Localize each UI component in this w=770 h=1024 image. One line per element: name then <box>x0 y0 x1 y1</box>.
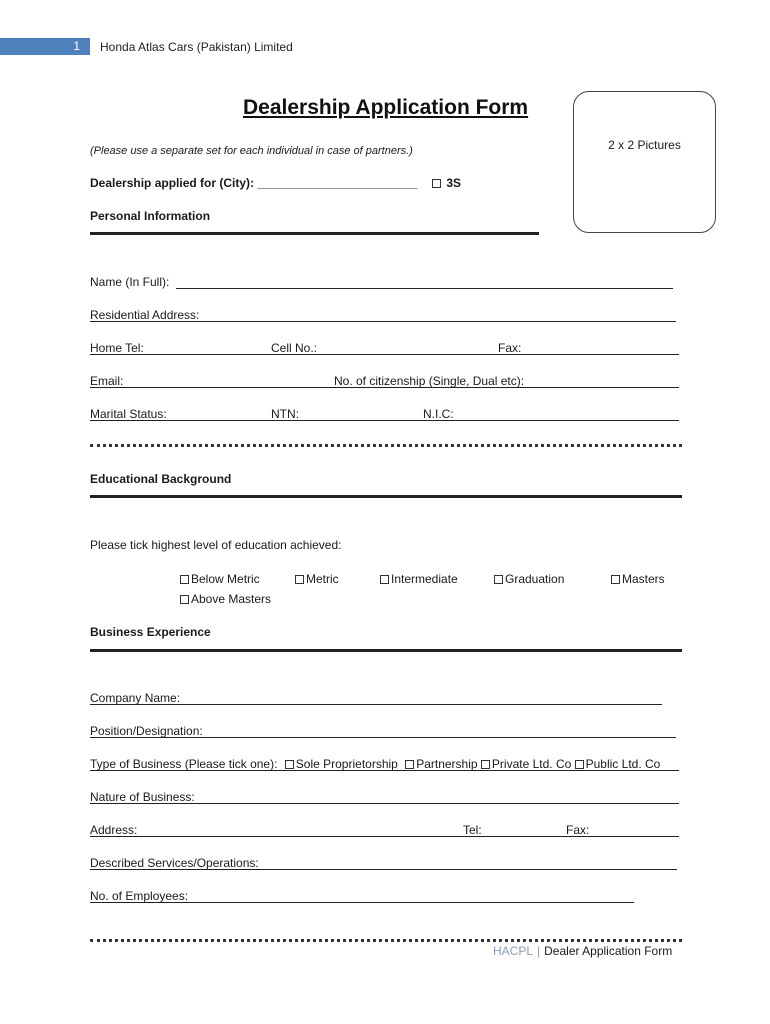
email-row-input[interactable] <box>90 387 679 388</box>
services-input[interactable] <box>90 869 677 870</box>
option-label: Metric <box>306 572 339 586</box>
checkbox-icon[interactable] <box>481 760 490 769</box>
option-3s[interactable] <box>432 176 461 190</box>
checkbox-icon[interactable] <box>295 575 304 584</box>
option-label: Private Ltd. Co <box>491 757 572 771</box>
option-label: Graduation <box>505 572 565 586</box>
home-tel-label: Home Tel: <box>90 341 144 355</box>
type-sole[interactable] <box>285 757 398 771</box>
section-business-heading: Business Experience <box>90 625 211 639</box>
checkbox-icon[interactable] <box>575 760 584 769</box>
footer-org: HACPL <box>493 944 534 958</box>
business-type-underline <box>90 770 679 771</box>
option-label: Above Masters <box>191 592 272 606</box>
edu-option-masters[interactable] <box>611 572 665 586</box>
address-input[interactable] <box>90 321 676 322</box>
name-label: Name (In Full): <box>90 275 170 289</box>
photo-label: 2 x 2 Pictures <box>608 138 681 152</box>
checkbox-icon[interactable] <box>180 575 189 584</box>
checkbox-icon[interactable] <box>611 575 620 584</box>
citizenship-label: No. of citizenship (Single, Dual etc): <box>334 374 525 388</box>
checkbox-icon[interactable] <box>285 760 294 769</box>
type-private[interactable] <box>481 757 571 771</box>
edu-option-intermediate[interactable] <box>380 572 458 586</box>
position-label: Position/Designation: <box>90 724 203 738</box>
page-title: Dealership Application Form <box>243 96 529 119</box>
company-name: Honda Atlas Cars (Pakistan) Limited <box>100 40 293 54</box>
footer-dotted-divider <box>90 939 682 942</box>
marital-row-input[interactable] <box>90 420 679 421</box>
nature-input[interactable] <box>90 803 679 804</box>
section-rule <box>90 649 682 652</box>
name-input[interactable] <box>176 288 673 289</box>
ntn-label: NTN: <box>271 407 299 421</box>
checkbox-icon[interactable] <box>180 595 189 604</box>
employees-label: No. of Employees: <box>90 889 189 903</box>
footer <box>493 944 672 958</box>
checkbox-icon[interactable] <box>405 760 414 769</box>
type-public[interactable] <box>575 757 661 771</box>
page-number: 1 <box>0 38 90 55</box>
checkbox-icon[interactable] <box>432 179 441 188</box>
city-field[interactable] <box>90 176 418 190</box>
edu-option-metric[interactable] <box>295 572 339 586</box>
nature-label: Nature of Business: <box>90 790 195 804</box>
employees-input[interactable] <box>90 902 634 903</box>
checkbox-icon[interactable] <box>380 575 389 584</box>
option-3s-label: 3S <box>446 176 462 190</box>
city-label: Dealership applied for (City): ________________________ <box>90 176 418 190</box>
fax-label: Fax: <box>498 341 522 355</box>
business-address-label: Address: <box>90 823 138 837</box>
dotted-divider <box>90 444 682 447</box>
section-rule <box>90 232 539 235</box>
footer-separator: | <box>537 944 541 958</box>
photo-box[interactable] <box>573 91 716 233</box>
section-rule <box>90 495 682 498</box>
edu-option-above-masters[interactable] <box>180 592 271 606</box>
edu-option-graduation[interactable] <box>494 572 564 586</box>
option-label: Partnership <box>416 757 478 771</box>
position-input[interactable] <box>90 737 676 738</box>
company-label: Company Name: <box>90 691 181 705</box>
business-fax-label: Fax: <box>566 823 590 837</box>
option-label: Sole Proprietorship <box>295 757 398 771</box>
business-type-label: Type of Business (Please tick one): <box>90 757 278 771</box>
option-label: Intermediate <box>391 572 458 586</box>
email-label: Email: <box>90 374 124 388</box>
business-type-row <box>90 757 660 771</box>
business-tel-label: Tel: <box>463 823 482 837</box>
option-label: Public Ltd. Co <box>585 757 661 771</box>
option-label: Below Metric <box>191 572 260 586</box>
edu-option-below-metric[interactable] <box>180 572 260 586</box>
type-partnership[interactable] <box>405 757 477 771</box>
address-label: Residential Address: <box>90 308 200 322</box>
cell-label: Cell No.: <box>271 341 318 355</box>
business-address-input[interactable] <box>90 836 679 837</box>
checkbox-icon[interactable] <box>494 575 503 584</box>
marital-label: Marital Status: <box>90 407 167 421</box>
footer-doc-name: Dealer Application Form <box>544 944 673 958</box>
partners-note: (Please use a separate set for each individual in case of partners.) <box>90 145 413 157</box>
section-personal-heading: Personal Information <box>90 209 211 223</box>
education-prompt: Please tick highest level of education achieved: <box>90 538 342 552</box>
nic-label: N.I.C: <box>423 407 454 421</box>
section-education-heading: Educational Background <box>90 472 232 486</box>
phone-row-input[interactable] <box>90 354 679 355</box>
option-label: Masters <box>622 572 665 586</box>
company-input[interactable] <box>90 704 662 705</box>
services-label: Described Services/Operations: <box>90 856 259 870</box>
